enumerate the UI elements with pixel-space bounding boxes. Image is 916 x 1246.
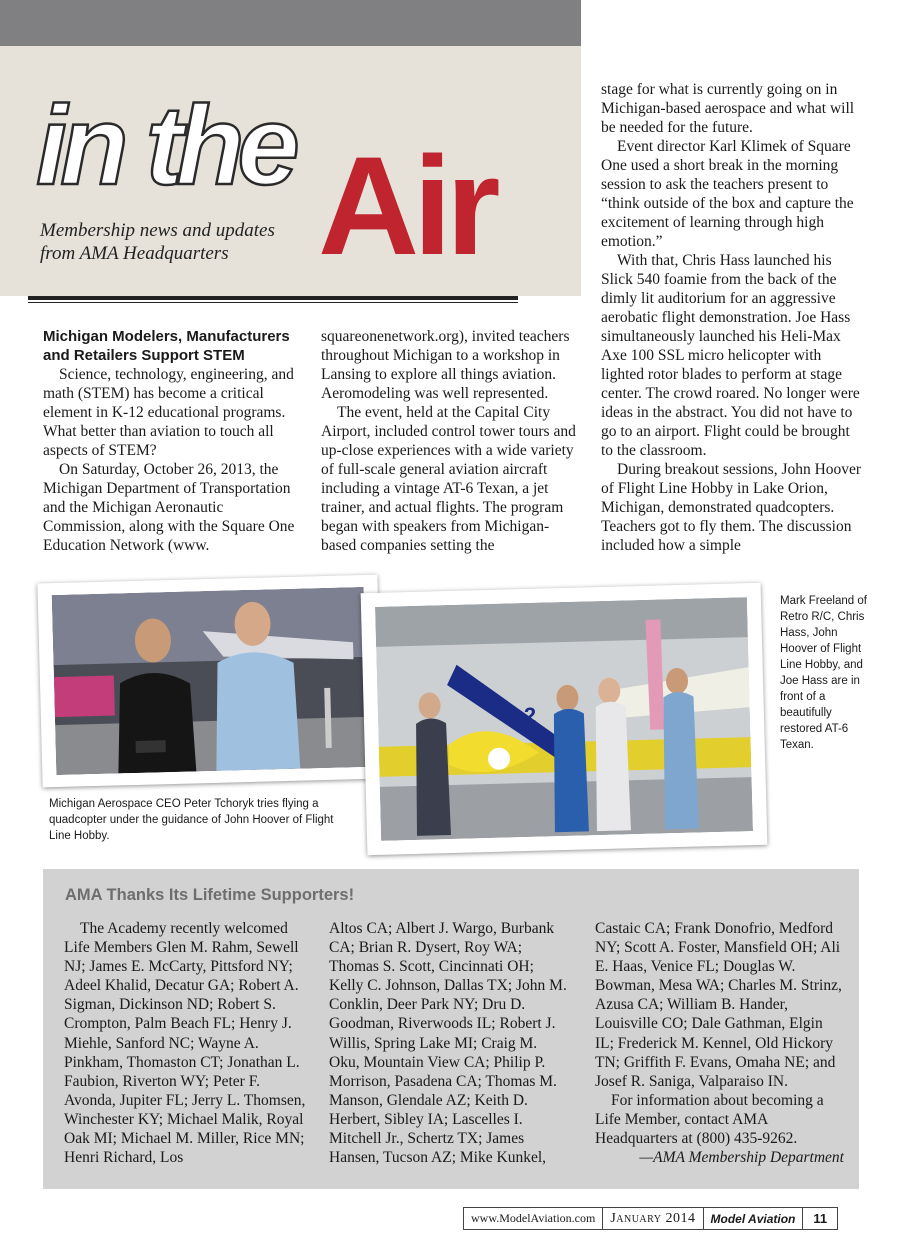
lifetime-supporters-box <box>43 869 859 1189</box>
section-title-in-the: in the <box>36 83 293 208</box>
article-paragraph: With that, Chris Hass launched his Slick 540 foamie from the back of the dimly lit auditorium for an aggressive aerobatic flight demonstration. Joe Hass simultaneously launched his Heli-Max Axe 100 SSL micro helicopter with lighted rotor blades to perform at stage center. The crowd roared. No longer were ideas in the abstract. You did not have to go to an airport. Flight could be brought to the classroom. <box>601 252 860 459</box>
article-paragraph: squareonenetwork.org), invited teachers throughout Michigan to a workshop in Lansing to explore all things aviation. Aeromodeling was well represented. <box>321 328 570 402</box>
aircraft-group-image <box>375 597 753 841</box>
article-paragraph: Science, technology, engineering, and math (STEM) has become a critical element in K-12 educational programs. What better than aviation to touch all aspects of STEM? <box>43 366 294 459</box>
photo-quadcopter-demo <box>37 575 382 788</box>
lifetime-supporters-title: AMA Thanks Its Lifetime Supporters! <box>65 886 355 904</box>
section-tagline: Membership news and updates from AMA Headquarters <box>40 220 275 264</box>
footer-issue-date: January 2014 <box>602 1208 702 1229</box>
caption-right-photo: Mark Freeland of Retro R/C, Chris Hass, John Hoover of Flight Line Hobby, and Joe Hass are in front of a beautifully restored AT-6 Texan. <box>780 595 867 751</box>
section-title-air: Air <box>318 127 495 284</box>
supporters-column-3 <box>595 919 844 1167</box>
hangar-scene-image <box>52 587 369 775</box>
supporters-signature: —AMA Membership Department <box>639 1149 844 1167</box>
page-footer <box>463 1207 838 1230</box>
article-paragraph: stage for what is currently going on in Michigan-based aerospace and what will be needed for the future. <box>601 81 855 136</box>
header-top-bar <box>0 0 581 46</box>
supporters-column-2 <box>329 919 569 1167</box>
article-column-2 <box>321 327 579 555</box>
photo-image <box>375 597 753 841</box>
header-rule-thin <box>28 302 518 303</box>
article-paragraph: The event, held at the Capital City Airport, included control tower tours and up-close experiences with a wide variety of full-scale general aviation aircraft including a vintage AT-6 Texan, a jet trainer, and actual flights. The program began with speakers from Michigan-based companies setting the <box>321 404 576 554</box>
footer-website-url[interactable]: www.ModelAviation.com <box>471 1211 596 1225</box>
header-rule-thick <box>28 296 518 300</box>
caption-left-photo: Michigan Aerospace CEO Peter Tchoryk tries flying a quadcopter under the guidance of John Hoover of Flight Line Hobby. <box>49 798 334 842</box>
supporters-column-1 <box>64 919 311 1167</box>
photo-image <box>52 587 369 775</box>
section-header <box>0 46 581 296</box>
airplane-number: 2 <box>523 702 537 729</box>
article-paragraph: During breakout sessions, John Hoover of Flight Line Hobby in Lake Orion, Michigan, demonstrated quadcopters. Teachers got to fly them. The discussion included how a simple <box>601 461 862 554</box>
supporters-list-part-3: Castaic CA; Frank Donofrio, Medford NY; Scott A. Foster, Mansfield OH; Ali E. Haas, Venice FL; Douglas W. Bowman, Mesa WA; Charles M. Strinz, Azusa CA; William B. Hander, Louisville CO; Dale Gathman, Elgin IL; Frederick M. Kennel, Old Hickory TN; Griffith F. Evans, Omaha NE; and Josef R. Saniga, Valparaiso IN. <box>595 920 842 1090</box>
article-paragraph: Event director Karl Klimek of Square One used a short break in the morning session to ask the teachers present to “think outside of the box and capture the excitement of learning through high emotion.” <box>601 138 854 250</box>
supporters-contact-info: For information about becoming a Life Member, contact AMA Headquarters at (800) 435-9262. <box>595 1091 824 1148</box>
supporters-list-part-2: Altos CA; Albert J. Wargo, Burbank CA; Brian R. Dysert, Roy WA; Thomas S. Scott, Cincinnati OH; Kelly C. Johnson, Dallas TX; John M. Conklin, Deer Park NY; Dru D. Goodman, Riverwoods IL; Robert J. Willis, Spring Lake MI; Craig M. Oku, Mountain View CA; Philip P. Morrison, Pasadena CA; Thomas M. Manson, Glendale AZ; Keith D. Herbert, Sibley IA; Lascelles I. Mitchell Jr., Schertz TX; James Hansen, Tucson AZ; Mike Kunkel, <box>329 920 567 1167</box>
article-column-1 <box>43 327 301 555</box>
article-column-3 <box>601 80 863 555</box>
footer-magazine-name: Model Aviation <box>703 1208 803 1229</box>
footer-page-number: 11 <box>802 1208 837 1229</box>
photo-at6-texan-group <box>361 583 768 855</box>
supporters-list-part-1: The Academy recently welcomed Life Members Glen M. Rahm, Sewell NJ; James E. McCarty, Pittsford NY; Adeel Khalid, Decatur GA; Robert A. Sigman, Dickinson ND; Robert S. Crompton, Palm Beach FL; Henry J. Miehle, Sanford NC; Wayne A. Pinkham, Thomaston CT; Jonathan L. Faubion, Riverton WY; Peter F. Avonda, Jupiter FL; Jerry L. Thomsen, Winchester KY; Michael Malik, Royal Oak MI; Michael M. Miller, Rice MN; Henri Richard, Los <box>64 920 306 1167</box>
article-paragraph: On Saturday, October 26, 2013, the Michigan Department of Transportation and the Michigan Aeronautic Commission, along with the Square One Education Network (www. <box>43 461 295 554</box>
article-headline: Michigan Modelers, Manufacturers and Retailers Support STEM <box>43 328 290 364</box>
